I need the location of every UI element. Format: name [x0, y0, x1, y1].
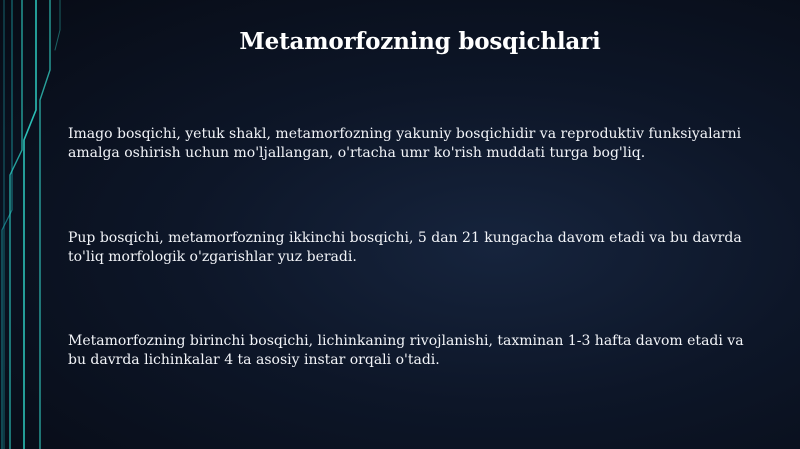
paragraph-pup: Pup bosqichi, metamorfozning ikkinchi bosqichi, 5 dan 21 kungacha davom etadi va bu davrda to'liq morfologik o'zgarishlar yuz beradi.: [68, 230, 742, 265]
slide-title: Metamorfozning bosqichlari: [239, 28, 601, 55]
decorative-circuit-lines: [0, 0, 90, 449]
paragraph-larva: Metamorfozning birinchi bosqichi, lichinkaning rivojlanishi, taxminan 1-3 hafta davom etadi va bu davrda lichinkalar 4 ta asosiy instar orqali o'tadi.: [68, 333, 744, 368]
paragraph-imago: Imago bosqichi, yetuk shakl, metamorfozning yakuniy bosqichidir va reproduktiv funksiyalarni amalga oshirish uchun mo'ljallangan, o'rtacha umr ko'rish muddati turga bog'liq.: [68, 126, 742, 161]
